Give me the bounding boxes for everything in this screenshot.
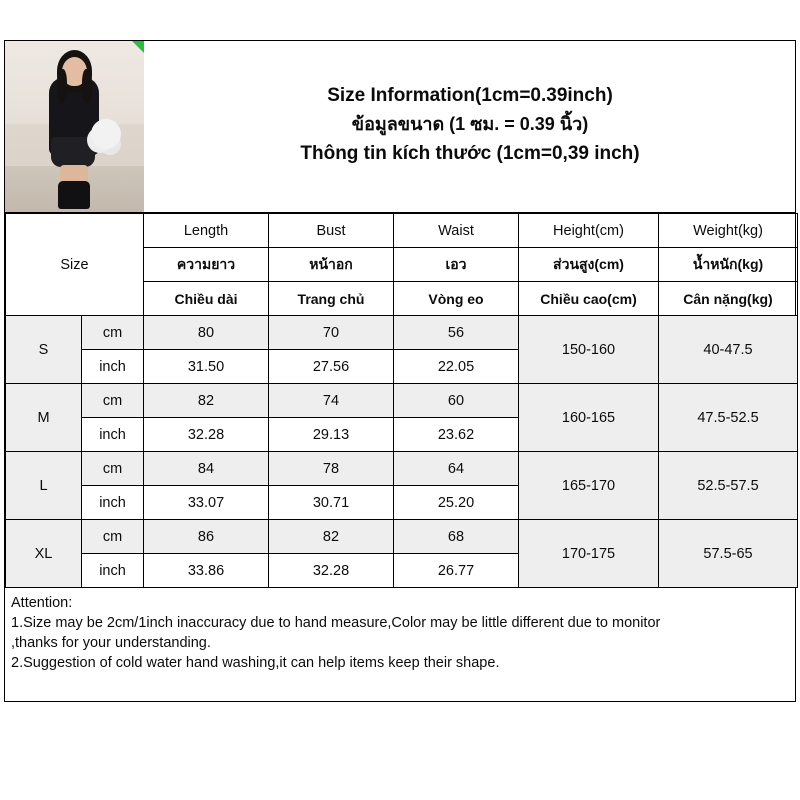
attention-block	[5, 588, 795, 701]
balloon-prop	[91, 119, 121, 149]
size-corner-label: Size	[6, 214, 144, 316]
cell-bust-inch-s: 27.56	[269, 350, 394, 384]
col-header-weight-vi: Cân nặng(kg)	[659, 282, 798, 316]
table-header-row-en	[6, 214, 798, 248]
col-header-waist-vi: Vòng eo	[394, 282, 519, 316]
model-boots	[58, 181, 90, 209]
cell-length-inch-xl: 33.86	[144, 554, 269, 588]
cell-height-xl: 170-175	[519, 520, 659, 588]
title-line-vi: Thông tin kích thước (1cm=0,39 inch)	[300, 143, 640, 164]
cell-length-cm-m: 82	[144, 384, 269, 418]
col-header-waist-th: เอว	[394, 248, 519, 282]
cell-length-cm-xl: 86	[144, 520, 269, 554]
col-header-height-vi: Chiều cao(cm)	[519, 282, 659, 316]
size-chart-card	[4, 40, 796, 702]
row-unit-inch: inch	[82, 554, 144, 588]
green-corner-flag-icon	[131, 41, 145, 54]
cell-waist-inch-m: 23.62	[394, 418, 519, 452]
col-header-length-vi: Chiều dài	[144, 282, 269, 316]
row-size-label-s: S	[6, 316, 82, 384]
col-header-bust-th: หน้าอก	[269, 248, 394, 282]
row-size-label-m: M	[6, 384, 82, 452]
cell-height-s: 150-160	[519, 316, 659, 384]
col-header-length-en: Length	[144, 214, 269, 248]
cell-bust-inch-xl: 32.28	[269, 554, 394, 588]
cell-bust-cm-m: 74	[269, 384, 394, 418]
attention-line-3: 2.Suggestion of cold water hand washing,it can help items keep their shape.	[11, 655, 500, 671]
col-header-weight-en: Weight(kg)	[659, 214, 798, 248]
cell-length-inch-m: 32.28	[144, 418, 269, 452]
model-hair-right	[82, 69, 92, 103]
cell-weight-s: 40-47.5	[659, 316, 798, 384]
col-header-length-th: ความยาว	[144, 248, 269, 282]
cell-bust-cm-s: 70	[269, 316, 394, 350]
cell-waist-inch-xl: 26.77	[394, 554, 519, 588]
row-unit-inch: inch	[82, 350, 144, 384]
cell-length-inch-s: 31.50	[144, 350, 269, 384]
row-size-label-xl: XL	[6, 520, 82, 588]
model-skirt	[51, 137, 95, 167]
col-header-height-th: ส่วนสูง(cm)	[519, 248, 659, 282]
row-unit-cm: cm	[82, 520, 144, 554]
title-line-en: Size Information(1cm=0.39inch)	[327, 85, 613, 106]
attention-line-1: 1.Size may be 2cm/1inch inaccuracy due to hand measure,Color may be little different due to monitor	[11, 615, 661, 631]
cell-bust-cm-l: 78	[269, 452, 394, 486]
col-header-bust-en: Bust	[269, 214, 394, 248]
row-unit-cm: cm	[82, 452, 144, 486]
cell-height-l: 165-170	[519, 452, 659, 520]
cell-waist-cm-s: 56	[394, 316, 519, 350]
cell-weight-xl: 57.5-65	[659, 520, 798, 588]
col-header-waist-en: Waist	[394, 214, 519, 248]
col-header-weight-th: น้ำหนัก(kg)	[659, 248, 798, 282]
col-header-height-en: Height(cm)	[519, 214, 659, 248]
model-photo	[5, 41, 145, 212]
model-hair-left	[57, 69, 67, 103]
cell-weight-l: 52.5-57.5	[659, 452, 798, 520]
cell-bust-inch-m: 29.13	[269, 418, 394, 452]
cell-waist-cm-m: 60	[394, 384, 519, 418]
table-row	[6, 384, 798, 418]
col-header-bust-vi: Trang chủ	[269, 282, 394, 316]
cell-waist-inch-s: 22.05	[394, 350, 519, 384]
row-size-label-l: L	[6, 452, 82, 520]
cell-waist-cm-l: 64	[394, 452, 519, 486]
cell-bust-inch-l: 30.71	[269, 486, 394, 520]
cell-height-m: 160-165	[519, 384, 659, 452]
title-line-th: ข้อมูลขนาด (1 ซม. = 0.39 นิ้ว)	[351, 114, 589, 134]
cell-length-cm-s: 80	[144, 316, 269, 350]
table-row	[6, 520, 798, 554]
cell-weight-m: 47.5-52.5	[659, 384, 798, 452]
cell-bust-cm-xl: 82	[269, 520, 394, 554]
chart-header	[5, 41, 795, 213]
cell-length-inch-l: 33.07	[144, 486, 269, 520]
table-row	[6, 452, 798, 486]
row-unit-cm: cm	[82, 384, 144, 418]
row-unit-inch: inch	[82, 486, 144, 520]
cell-waist-inch-l: 25.20	[394, 486, 519, 520]
row-unit-inch: inch	[82, 418, 144, 452]
attention-heading: Attention:	[11, 595, 73, 611]
row-unit-cm: cm	[82, 316, 144, 350]
cell-waist-cm-xl: 68	[394, 520, 519, 554]
title-block	[145, 41, 795, 212]
size-table	[5, 213, 798, 588]
cell-length-cm-l: 84	[144, 452, 269, 486]
attention-line-2: ,thanks for your understanding.	[11, 635, 211, 651]
table-row	[6, 316, 798, 350]
